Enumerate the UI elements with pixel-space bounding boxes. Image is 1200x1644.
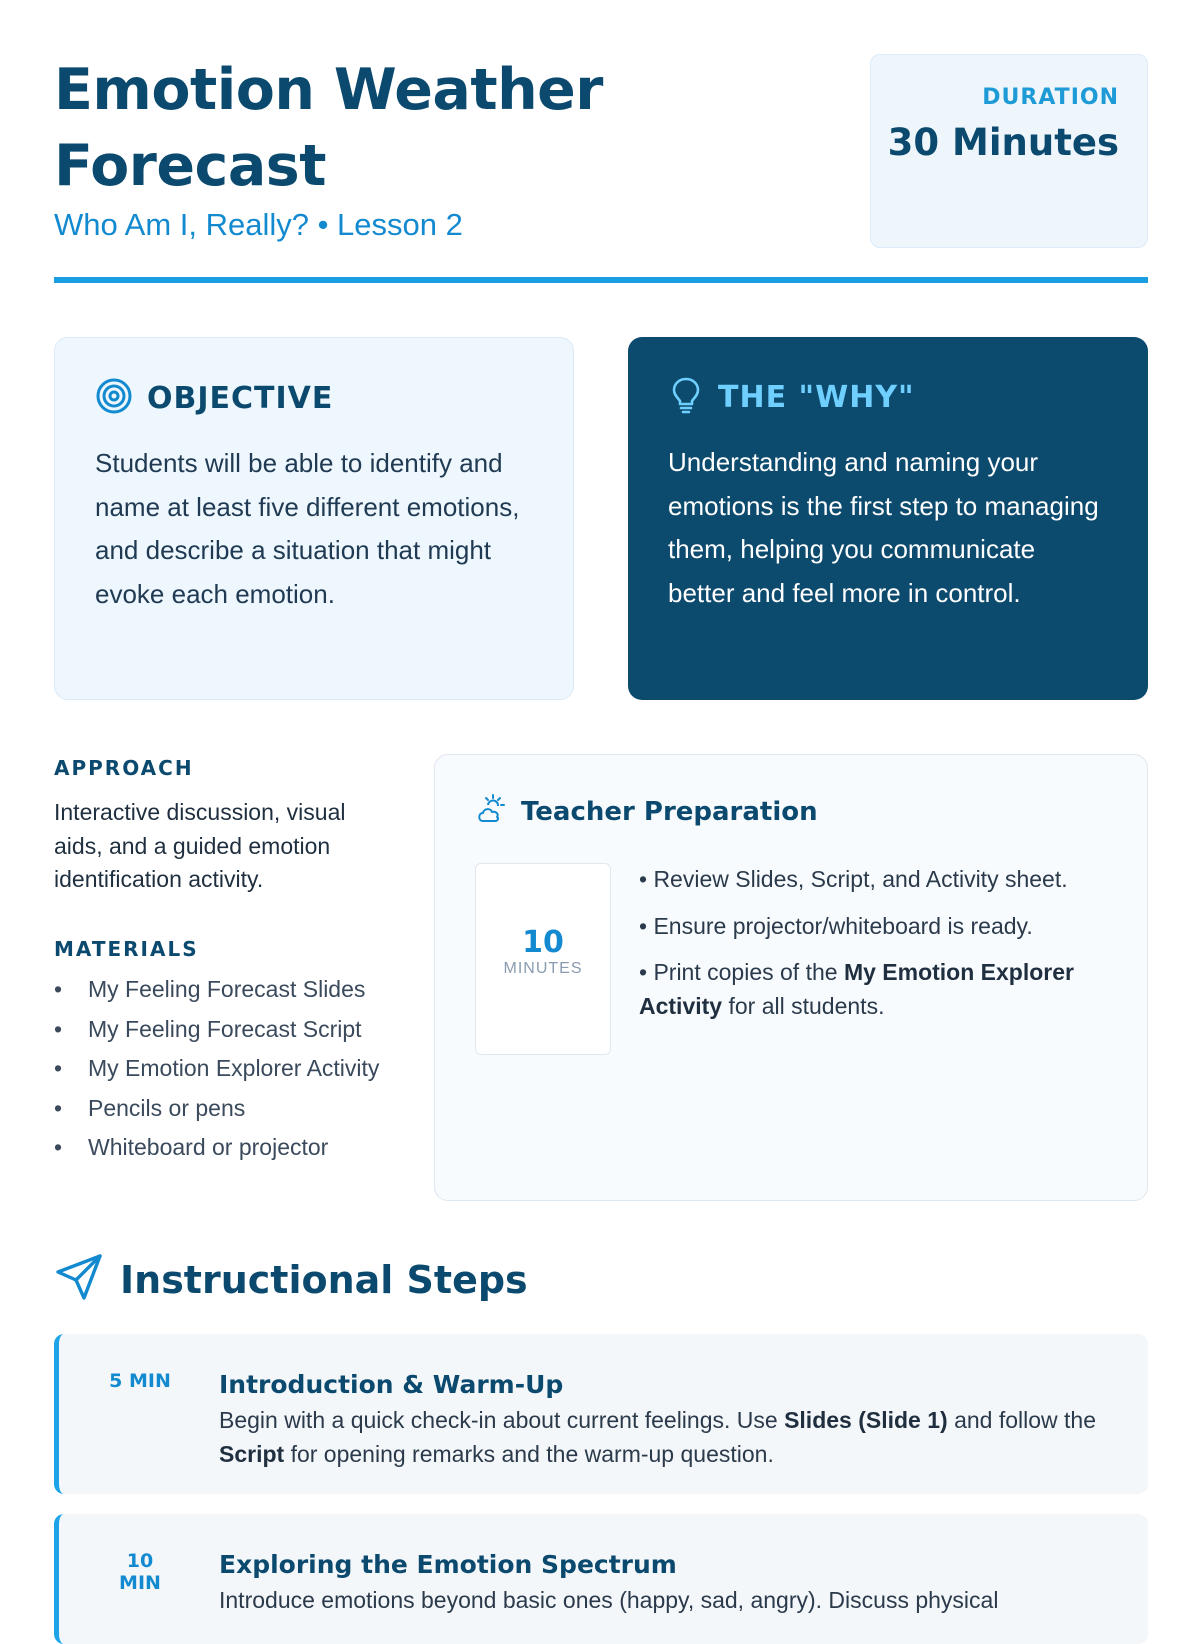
lesson-plan-page bbox=[54, 0, 1148, 1613]
prep-time-badge bbox=[475, 863, 611, 1055]
teacher-prep-card bbox=[434, 754, 1148, 1201]
list-item: • My Feeling Forecast Slides bbox=[54, 976, 366, 1002]
prep-time-number: 10 bbox=[522, 925, 564, 960]
prep-text: • Ensure projector/whiteboard is ready. bbox=[639, 912, 1033, 939]
teacher-prep-title: Teacher Preparation bbox=[521, 796, 818, 827]
list-item bbox=[639, 863, 1109, 897]
step-body bbox=[219, 1548, 1119, 1618]
approach-text: Interactive discussion, visual aids, and a guided emotion identification activity. bbox=[54, 799, 346, 892]
why-card bbox=[628, 337, 1148, 700]
objective-card bbox=[54, 337, 574, 700]
list-item: • My Feeling Forecast Script bbox=[54, 1015, 362, 1042]
steps-header bbox=[54, 1252, 528, 1307]
header-divider bbox=[54, 277, 1148, 283]
step-item bbox=[54, 1514, 1148, 1644]
step-body bbox=[219, 1368, 1119, 1471]
step-title: Exploring the Emotion Spectrum bbox=[219, 1550, 677, 1579]
why-text: Understanding and naming your emotions is the first step to managing them, helping you communicate better and feel more in control. bbox=[668, 447, 1099, 608]
step-title: Introduction & Warm-Up bbox=[219, 1370, 564, 1399]
steps-title: Instructional Steps bbox=[120, 1257, 528, 1302]
material-text: Whiteboard or projector bbox=[88, 1134, 329, 1160]
approach-label: APPROACH bbox=[54, 756, 194, 780]
step-text: Begin with a quick check-in about current feelings. Use bbox=[219, 1407, 785, 1433]
step-text-bold: Slides (Slide 1) bbox=[784, 1407, 948, 1433]
materials-label: MATERIALS bbox=[54, 937, 199, 961]
objective-header bbox=[95, 378, 533, 418]
material-text: Pencils or pens bbox=[88, 1094, 246, 1121]
step-text: for opening remarks and the warm-up question. bbox=[284, 1440, 774, 1467]
prep-text: • Print copies of the bbox=[639, 959, 844, 985]
teacher-prep-header bbox=[475, 793, 1107, 830]
step-item bbox=[54, 1334, 1148, 1494]
cloud-sun-icon bbox=[475, 793, 507, 830]
step-description bbox=[219, 1584, 1119, 1618]
duration-value: 30 Minutes bbox=[887, 121, 1119, 164]
list-item: • Pencils or pens bbox=[54, 1094, 246, 1121]
prep-text: • Review Slides, Script, and Activity sheet. bbox=[639, 866, 1068, 892]
step-text: and follow the bbox=[947, 1407, 1097, 1433]
prep-text: for all students. bbox=[722, 992, 885, 1019]
prep-list bbox=[639, 863, 1109, 1036]
why-title: THE "WHY" bbox=[718, 379, 915, 415]
duration-label: DURATION bbox=[982, 85, 1119, 110]
lightbulb-icon bbox=[668, 375, 704, 420]
target-icon bbox=[95, 377, 133, 420]
page-title: Emotion Weather Forecast bbox=[54, 57, 603, 199]
list-item bbox=[639, 910, 1109, 944]
list-item: • My Emotion Explorer Activity bbox=[54, 1055, 380, 1081]
why-header bbox=[668, 377, 1108, 417]
material-text: My Emotion Explorer Activity bbox=[88, 1055, 380, 1081]
send-icon bbox=[54, 1252, 104, 1307]
list-item bbox=[639, 956, 1109, 1023]
objective-title: OBJECTIVE bbox=[147, 380, 334, 416]
duration-card bbox=[870, 54, 1148, 248]
objective-text: Students will be able to identify and name at least five different emotions, and describe a situation that might evoke each emotion. bbox=[95, 448, 520, 609]
step-description bbox=[219, 1404, 1119, 1471]
material-text: My Feeling Forecast Script bbox=[88, 1015, 362, 1042]
page-subtitle: Who Am I, Really? • Lesson 2 bbox=[54, 207, 463, 242]
material-text: My Feeling Forecast Slides bbox=[88, 976, 366, 1002]
materials-list bbox=[54, 973, 394, 1171]
prep-text-bold: My Emotion Explorer Activity bbox=[639, 959, 1074, 1019]
list-item: • Whiteboard or projector bbox=[54, 1134, 329, 1160]
prep-time-unit: MINUTES bbox=[503, 960, 583, 977]
step-text: Introduce emotions beyond basic ones (happy, sad, angry). Discuss physical bbox=[219, 1587, 999, 1613]
step-time: 5 MIN bbox=[109, 1370, 171, 1392]
step-text-bold: Script bbox=[219, 1440, 285, 1467]
step-time: 10 MIN bbox=[119, 1550, 161, 1594]
